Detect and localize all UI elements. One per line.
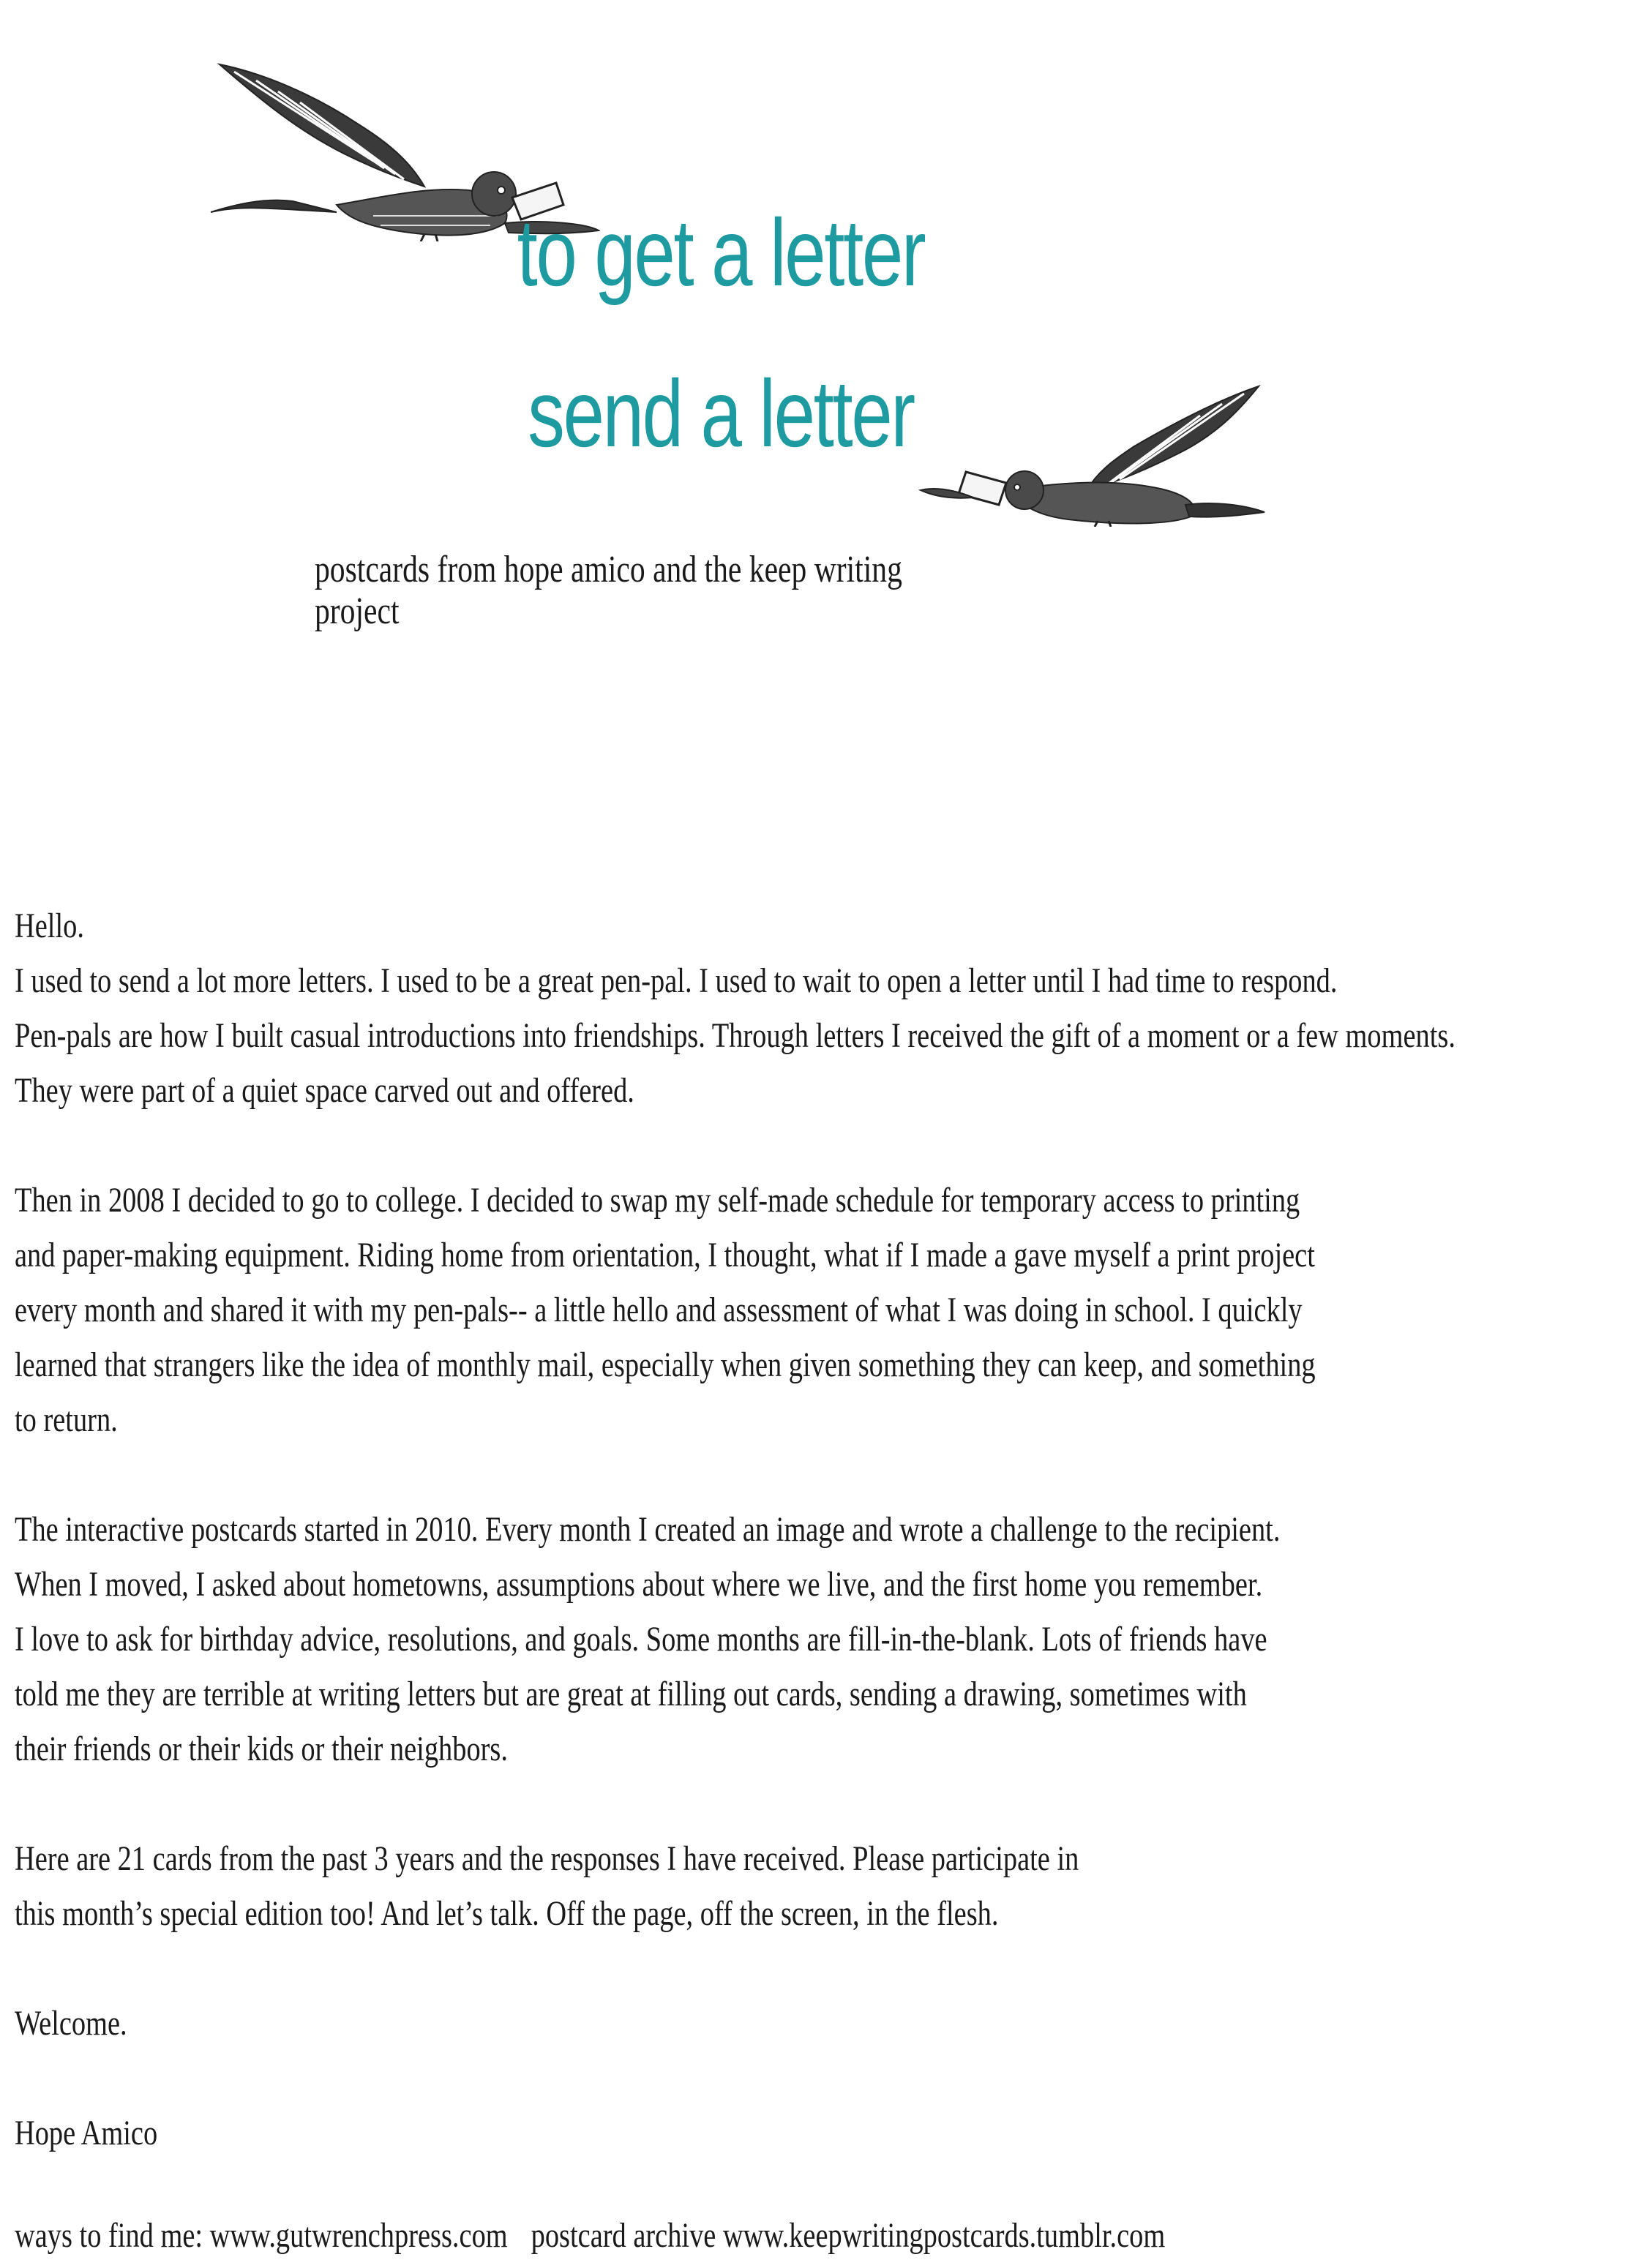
letter-line: learned that strangers like the idea of monthly mail, especially when given something they can keep, and something <box>15 1345 1316 1384</box>
page-title-line-2: send a letter <box>528 360 914 467</box>
letter-signature-text: Hope Amico <box>15 2114 158 2152</box>
letter-paragraph-spacer <box>15 1118 1560 1173</box>
letter-paragraph <box>15 1173 1560 1447</box>
letter-line: When I moved, I asked about hometowns, assumptions about where we live, and the first home you remember. <box>15 1565 1263 1604</box>
page-title-line-1: to get a letter <box>517 199 925 306</box>
letter-line: I used to send a lot more letters. I used to be a great pen-pal. I used to wait to open a letter until I had time to respond. <box>15 961 1338 1000</box>
letter-line: and paper-making equipment. Riding home from orientation, I thought, what if I made a gave myself a print project <box>15 1236 1315 1274</box>
letter-closing-text: Welcome. <box>15 2004 127 2043</box>
letter-line: their friends or their kids or their neighbors. <box>15 1730 508 1768</box>
letter-signature <box>15 2106 1560 2160</box>
letter-paragraph <box>15 1831 1560 1941</box>
page-subtitle: postcards from hope amico and the keep writing project <box>315 549 902 633</box>
postcard-archive-link[interactable]: postcard archive www.keepwritingpostcards.tumblr.com <box>531 2216 1166 2255</box>
letter-line: every month and shared it with my pen-pals-- a little hello and assessment of what I was doing in school. I quickly <box>15 1291 1303 1329</box>
letter-line: I love to ask for birthday advice, resolutions, and goals. Some months are fill-in-the-blank. Lots of friends have <box>15 1620 1267 1659</box>
letter-line: Here are 21 cards from the past 3 years and the responses I have received. Please participate in <box>15 1839 1079 1878</box>
letter-line: Then in 2008 I decided to go to college. I decided to swap my self-made schedule for temporary access to printing <box>15 1181 1300 1220</box>
letter-line: They were part of a quiet space carved out and offered. <box>15 1071 634 1110</box>
find-me-link[interactable]: ways to find me: www.gutwrenchpress.com <box>15 2216 508 2255</box>
letter-line: Pen-pals are how I built casual introductions into friendships. Through letters I received the gift of a moment or a few moments. <box>15 1016 1455 1055</box>
letter-greeting-block <box>15 898 1560 1118</box>
letter-greeting: Hello. <box>15 906 84 945</box>
letter-body <box>15 898 1560 2215</box>
letter-line: this month’s special edition too! And let’s talk. Off the page, off the screen, in the flesh. <box>15 1894 999 1933</box>
letter-line: told me they are terrible at writing letters but are great at filling out cards, sending a drawing, sometimes with <box>15 1675 1247 1713</box>
footer-links <box>15 2218 1560 2253</box>
letter-paragraph <box>15 1502 1560 1776</box>
letter-closing <box>15 1996 1560 2051</box>
letter-line: to return. <box>15 1400 118 1439</box>
letter-line: The interactive postcards started in 2010. Every month I created an image and wrote a challenge to the recipient. <box>15 1510 1281 1549</box>
